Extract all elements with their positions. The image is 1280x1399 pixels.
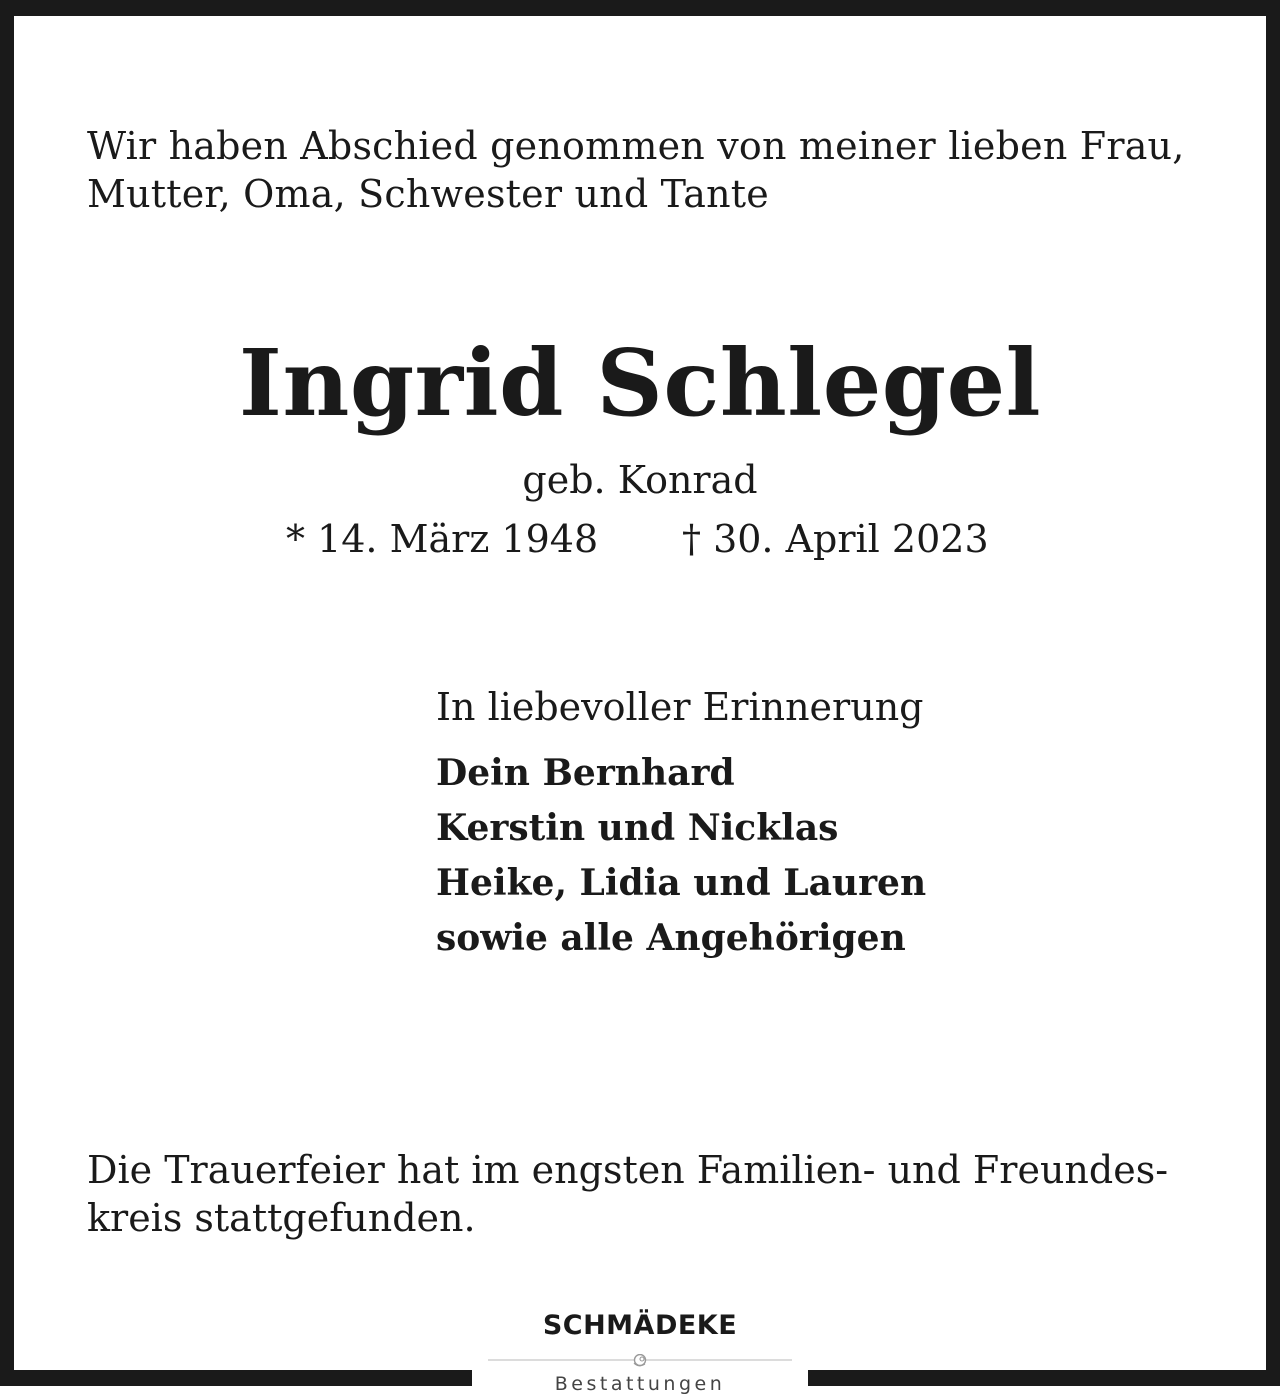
memory-heading: In liebevoller Erinnerung bbox=[436, 685, 924, 729]
birth-date: * 14. März 1948 bbox=[286, 517, 599, 561]
service-line-1: Die Trauerfeier hat im engsten Familien- und Freundes- bbox=[87, 1148, 1169, 1192]
mourner-item: Kerstin und Nicklas bbox=[436, 807, 839, 849]
intro-line-2: Mutter, Oma, Schwester und Tante bbox=[87, 172, 769, 216]
intro-line-1: Wir haben Abschied genommen von meiner lieben Frau, bbox=[87, 124, 1185, 168]
deceased-name: Ingrid Schlegel bbox=[238, 329, 1042, 437]
mourners-list bbox=[436, 746, 926, 966]
funeral-home-logo bbox=[472, 1306, 808, 1399]
service-line-2: kreis stattgefunden. bbox=[87, 1196, 476, 1240]
mourner-item: Dein Bernhard bbox=[436, 752, 735, 794]
logo-subtitle: Bestattungen bbox=[554, 1373, 726, 1395]
mourner-item: sowie alle Angehörigen bbox=[436, 917, 906, 959]
maiden-name: geb. Konrad bbox=[522, 458, 758, 502]
mourner-item: Heike, Lidia und Lauren bbox=[436, 862, 927, 904]
intro-text bbox=[87, 122, 1207, 218]
logo-name: SCHMÄDEKE bbox=[542, 1310, 738, 1341]
death-date: † 30. April 2023 bbox=[682, 517, 989, 561]
swirl-ornament-icon bbox=[488, 1354, 792, 1370]
service-notice bbox=[87, 1146, 1217, 1242]
